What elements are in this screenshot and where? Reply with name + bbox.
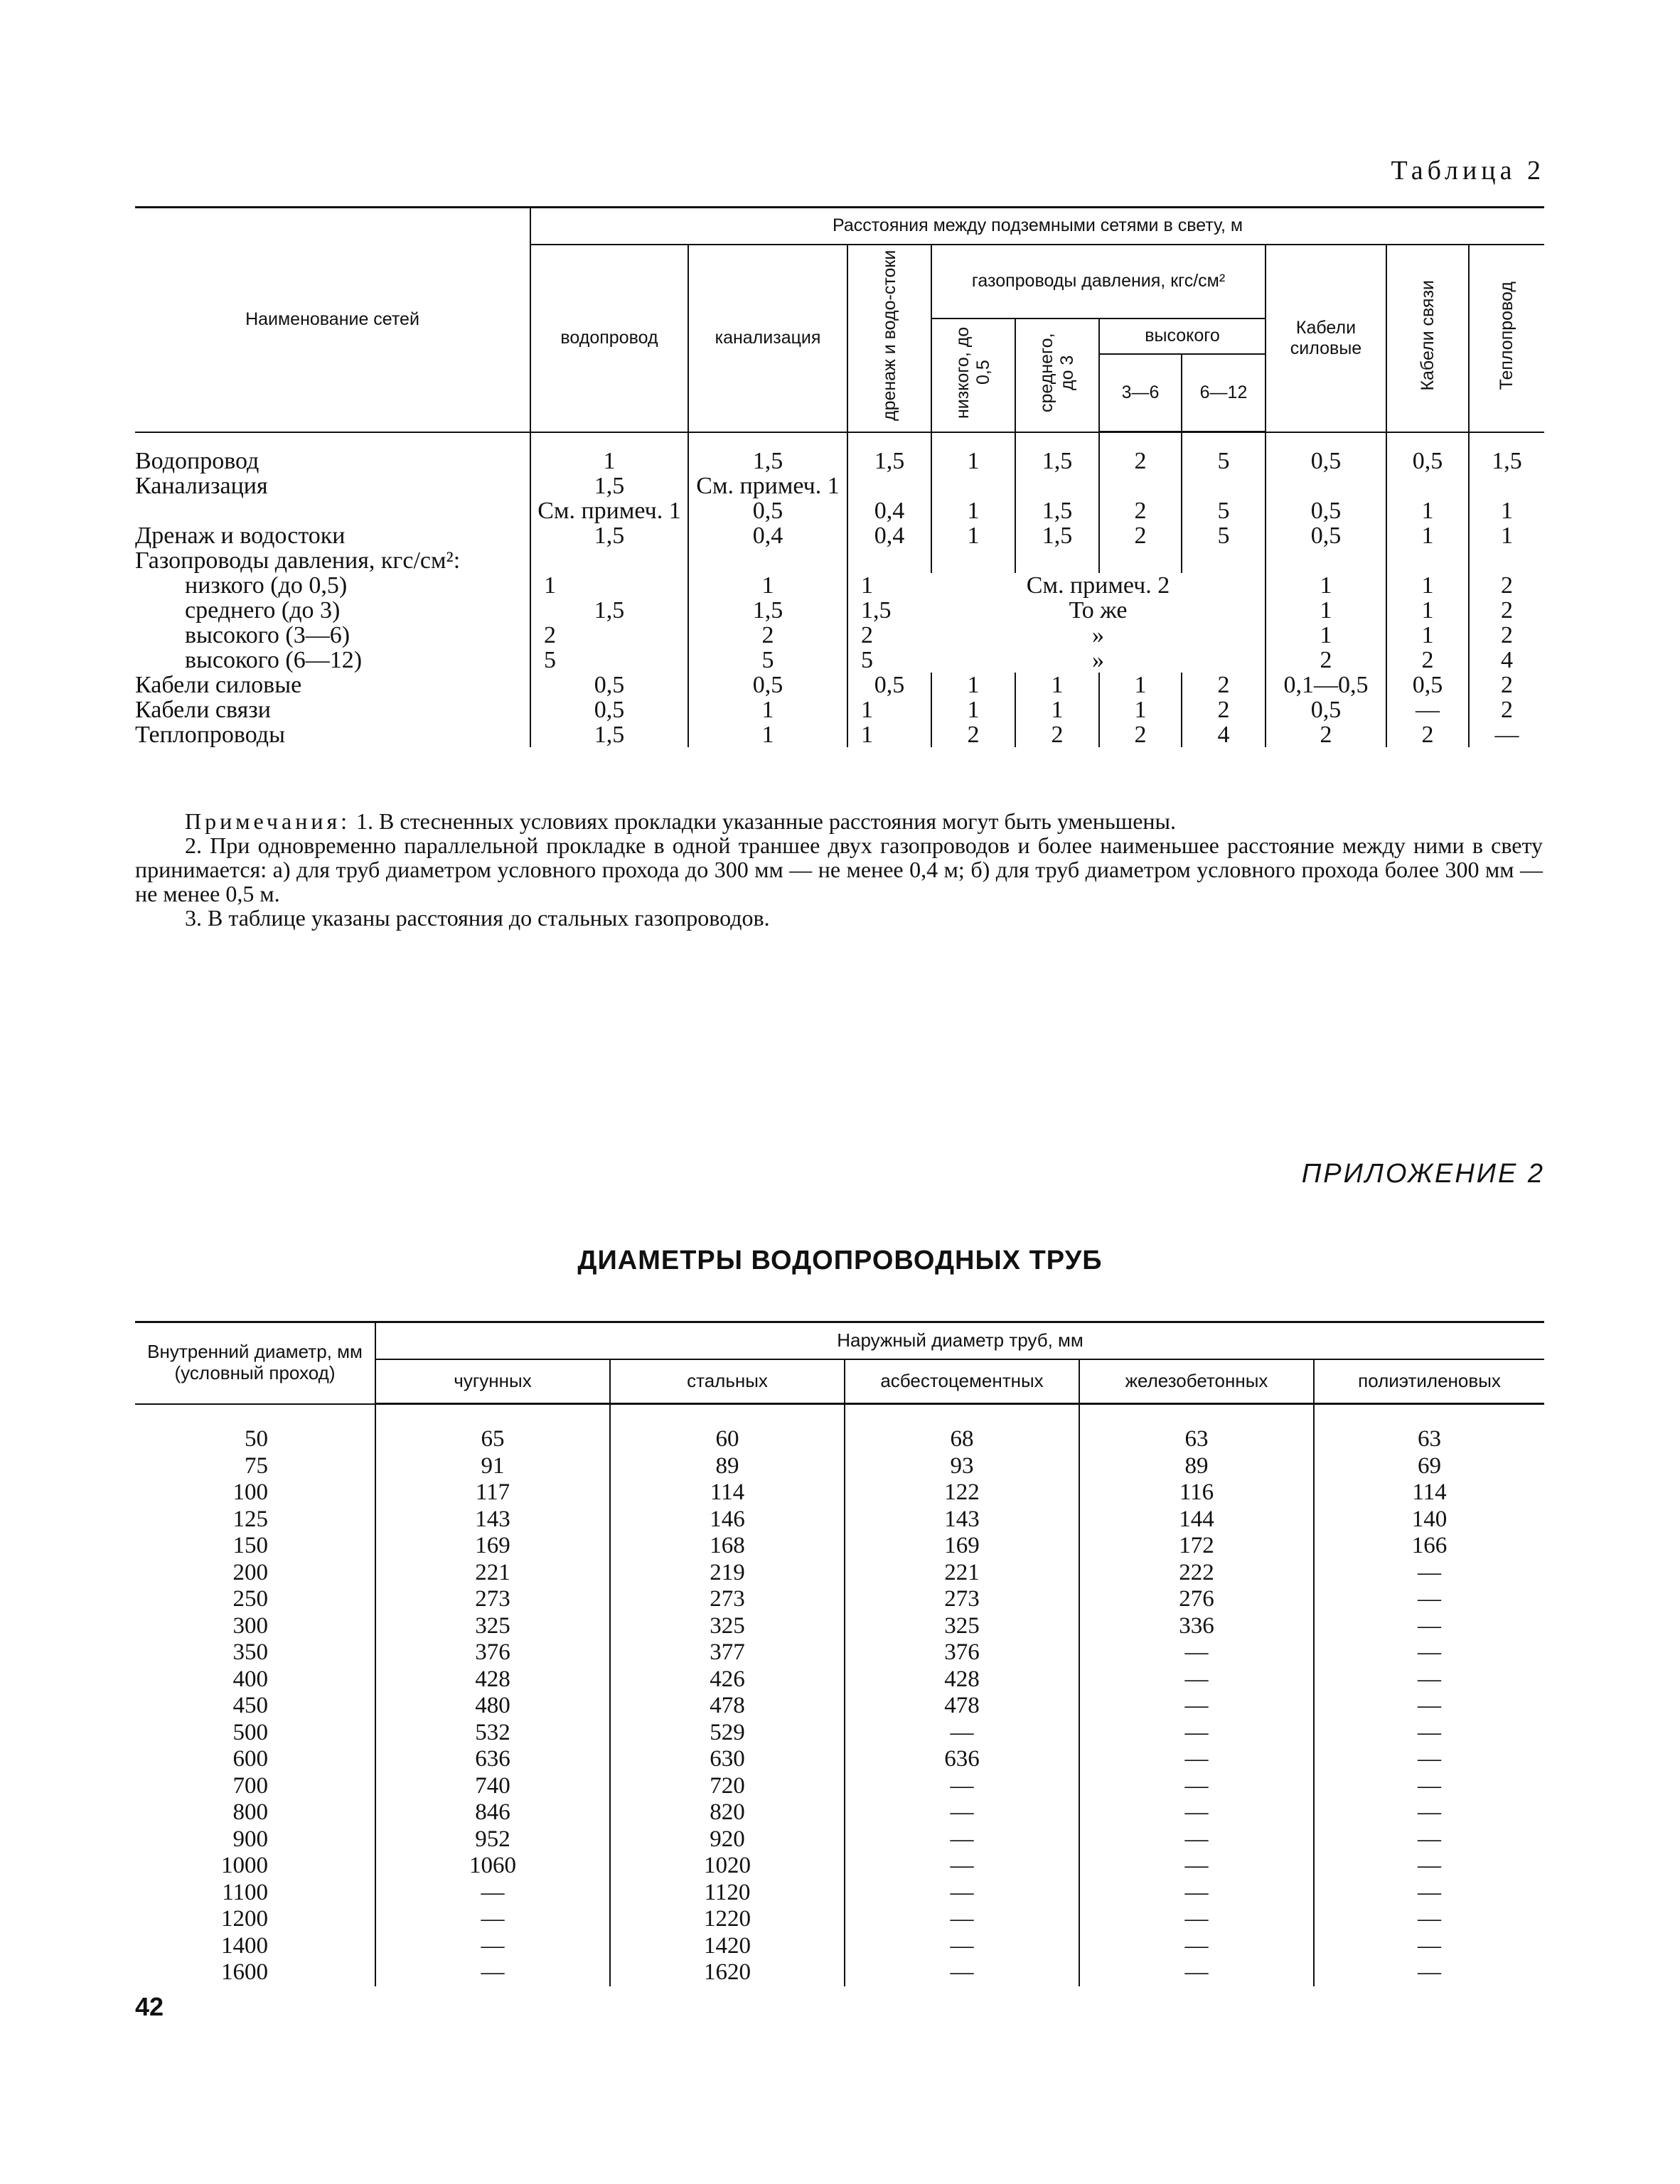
table-cell: 116 <box>1079 1479 1314 1506</box>
table-cell: 273 <box>845 1586 1079 1613</box>
table-row <box>135 1586 1544 1613</box>
table-cell: — <box>1314 1746 1544 1773</box>
table-cell: 600 <box>232 1746 268 1772</box>
table-cell: — <box>1314 1613 1544 1640</box>
note-3: 3. В таблице указаны расстояния до стальных газопроводов. <box>185 905 770 931</box>
table-cell: 636 <box>845 1746 1079 1773</box>
group-header: Расстояния между подземными сетями в свету, м <box>530 208 1544 245</box>
table-cell: 125 <box>232 1506 268 1532</box>
table-cell: 140 <box>1314 1506 1544 1533</box>
table-cell: 630 <box>610 1746 845 1773</box>
table-cell: — <box>1079 1639 1314 1666</box>
name-header: Наименование сетей <box>135 208 530 432</box>
table-cell: 1120 <box>610 1880 845 1907</box>
appendix-label: ПРИЛОЖЕНИЕ 2 <box>1301 1159 1545 1189</box>
table-cell: — <box>845 1853 1079 1880</box>
col-asbestos: асбестоцементных <box>845 1359 1079 1404</box>
table-cell: 740 <box>375 1773 610 1800</box>
col-cast-iron: чугунных <box>375 1359 610 1404</box>
table-cell: 700 <box>232 1772 268 1799</box>
table-row: низкого (до 0,5) 1 1 1 См. примеч. 2 1 1 2 <box>135 573 1544 598</box>
table-cell: — <box>1314 1693 1544 1720</box>
table-cell: — <box>375 1959 610 1986</box>
table-cell: 1200 <box>221 1906 268 1932</box>
table-cell: — <box>845 1880 1079 1907</box>
table-row <box>135 1506 1544 1533</box>
table-row: высокого (6—12) 5 5 5 » 2 2 4 <box>135 648 1544 673</box>
table-cell: 376 <box>845 1639 1079 1666</box>
table-cell: 221 <box>375 1560 610 1587</box>
col-power: Кабели силовые <box>1266 245 1386 432</box>
table-cell: — <box>1314 1880 1544 1907</box>
table-cell: 846 <box>375 1799 610 1826</box>
note-2: 2. При одновременно параллельной прокладке в одной траншее двух газопроводов и более наименьшее расстояние между ними в свету принимается: а) для труб диаметром условного прохода до 300 мм — не менее 0,4 м; б) для труб диаметром условного прохода более 300 мм — не менее 0,5 м. <box>135 833 1543 906</box>
col-gas-mid: среднего, до 3 <box>1015 318 1099 432</box>
table-row <box>135 1560 1544 1587</box>
table-cell: 68 <box>845 1426 1079 1453</box>
table-cell: — <box>1079 1666 1314 1693</box>
table-cell: — <box>1079 1959 1314 1986</box>
gas-header: газопроводы давления, кгс/см² <box>931 245 1266 318</box>
table-row: Кабели силовые 0,5 0,5 0,5 1 1 1 2 0,1—0,5 0,5 2 <box>135 673 1544 697</box>
table-cell: 172 <box>1079 1533 1314 1560</box>
table-cell: 500 <box>232 1719 268 1745</box>
table-cell: 1600 <box>221 1959 268 1985</box>
table-cell: — <box>375 1906 610 1933</box>
col-gas-high-a: 3—6 <box>1099 354 1182 432</box>
table-row <box>135 1906 1544 1933</box>
inner-diameter-header: Внутренний диаметр, мм (условный проход) <box>135 1322 375 1404</box>
table-row <box>135 1933 1544 1960</box>
table-row <box>135 1666 1544 1693</box>
table-cell: — <box>1314 1639 1544 1666</box>
table-cell: 325 <box>375 1613 610 1640</box>
table-cell: — <box>1079 1773 1314 1800</box>
table-cell: — <box>845 1933 1079 1960</box>
table-row: Газопроводы давления, кгс/см²: <box>135 548 1544 573</box>
table-cell: 820 <box>610 1799 845 1826</box>
table-row <box>135 1426 1544 1453</box>
table-cell: 273 <box>610 1586 845 1613</box>
table-cell: 300 <box>232 1612 268 1639</box>
table-cell: 1420 <box>610 1933 845 1960</box>
col-gas-high-b: 6—12 <box>1182 354 1266 432</box>
page-number: 42 <box>135 1992 164 2021</box>
table-cell: 720 <box>610 1773 845 1800</box>
table-cell: 1000 <box>221 1853 268 1878</box>
table-cell: 1100 <box>222 1879 268 1905</box>
table-cell: — <box>1314 1959 1544 1986</box>
table-row <box>135 1453 1544 1480</box>
table-cell: 800 <box>232 1799 268 1825</box>
table-cell: 168 <box>610 1533 845 1560</box>
table-row: Канализация 1,5 См. примеч. 1 <box>135 473 1544 498</box>
table-cell: — <box>1314 1773 1544 1800</box>
table-row: Дренаж и водостоки 1,5 0,4 0,4 1 1,5 2 5 0,5 1 1 <box>135 523 1544 548</box>
col-gas-low: низкого, до 0,5 <box>931 318 1015 432</box>
table-cell: 122 <box>845 1479 1079 1506</box>
table-cell: 91 <box>375 1453 610 1480</box>
table-row: Кабели связи 0,5 1 1 1 1 1 2 0,5 — 2 <box>135 697 1544 722</box>
table-cell: — <box>1314 1799 1544 1826</box>
table-cell: 63 <box>1314 1426 1544 1453</box>
table-cell: 221 <box>845 1560 1079 1587</box>
table-cell: 377 <box>610 1639 845 1666</box>
table-cell: 169 <box>845 1533 1079 1560</box>
table-cell: 75 <box>245 1452 268 1479</box>
table-cell: 63 <box>1079 1426 1314 1453</box>
table-cell: — <box>845 1720 1079 1747</box>
table-cell: 100 <box>232 1479 268 1505</box>
table-row <box>135 1613 1544 1640</box>
table-cell: — <box>845 1906 1079 1933</box>
table-cell: 222 <box>1079 1560 1314 1587</box>
table-cell: 50 <box>245 1426 268 1452</box>
table-cell: 529 <box>610 1720 845 1747</box>
table-cell: — <box>1079 1853 1314 1880</box>
table-cell: 150 <box>232 1533 268 1558</box>
table-cell: — <box>1079 1746 1314 1773</box>
table-cell: 144 <box>1079 1506 1314 1533</box>
table-cell: 450 <box>232 1693 268 1718</box>
table-cell: — <box>1314 1560 1544 1587</box>
table-row <box>135 1720 1544 1747</box>
table-cell: 1620 <box>610 1959 845 1986</box>
table-cell: 376 <box>375 1639 610 1666</box>
table-cell: — <box>375 1880 610 1907</box>
table-row <box>135 1826 1544 1853</box>
table-cell: — <box>1079 1906 1314 1933</box>
table-cell: — <box>1314 1666 1544 1693</box>
distances-table <box>135 206 1544 747</box>
table-cell: — <box>1079 1933 1314 1960</box>
table-cell: 219 <box>610 1560 845 1587</box>
col-concrete: железобетонных <box>1079 1359 1314 1404</box>
pipe-diameters-table <box>135 1321 1544 1986</box>
table-cell: 478 <box>610 1693 845 1720</box>
table-cell: — <box>1079 1693 1314 1720</box>
table-cell: 60 <box>610 1426 845 1453</box>
table-cell: 426 <box>610 1666 845 1693</box>
table-cell: 636 <box>375 1746 610 1773</box>
table-cell: — <box>1079 1799 1314 1826</box>
table-cell: — <box>845 1826 1079 1853</box>
table-cell: 69 <box>1314 1453 1544 1480</box>
table-cell: — <box>1314 1906 1544 1933</box>
table-cell: 276 <box>1079 1586 1314 1613</box>
table-row: среднего (до 3) 1,5 1,5 1,5 То же 1 1 2 <box>135 598 1544 623</box>
table-cell: 1020 <box>610 1853 845 1880</box>
table-row: См. примеч. 1 0,5 0,4 1 1,5 2 5 0,5 1 1 <box>135 498 1544 523</box>
table-cell: 146 <box>610 1506 845 1533</box>
table-row <box>135 1773 1544 1800</box>
table-cell: 89 <box>1079 1453 1314 1480</box>
table-cell: 143 <box>375 1506 610 1533</box>
table-row <box>135 1959 1544 1986</box>
table-cell: 143 <box>845 1506 1079 1533</box>
table-cell: — <box>1314 1853 1544 1880</box>
notes <box>135 809 1543 930</box>
table-cell: 114 <box>1314 1479 1544 1506</box>
table-cell: 117 <box>375 1479 610 1506</box>
table-cell: — <box>1079 1880 1314 1907</box>
table-row <box>135 1799 1544 1826</box>
table-cell: 250 <box>232 1586 268 1612</box>
table-cell: — <box>845 1773 1079 1800</box>
table-caption: Таблица 2 <box>1391 156 1545 186</box>
table-cell: 428 <box>845 1666 1079 1693</box>
table-cell: 65 <box>375 1426 610 1453</box>
col-steel: стальных <box>610 1359 845 1404</box>
col-water: водопровод <box>530 245 688 432</box>
table-cell: 920 <box>610 1826 845 1853</box>
col-drain: дренаж и водо-стоки <box>847 245 931 432</box>
col-sewer: канализация <box>688 245 847 432</box>
table-cell: 900 <box>232 1826 268 1852</box>
table-cell: 952 <box>375 1826 610 1853</box>
table-row <box>135 1639 1544 1666</box>
table-cell: — <box>1314 1586 1544 1613</box>
table-row: Теплопроводы 1,5 1 1 2 2 2 4 2 2 — <box>135 722 1544 747</box>
table-cell: 532 <box>375 1720 610 1747</box>
col-heat: Теплопровод <box>1469 245 1544 432</box>
table-cell: 400 <box>232 1666 268 1692</box>
table-row <box>135 1693 1544 1720</box>
table-cell: — <box>1079 1826 1314 1853</box>
table-cell: — <box>1079 1720 1314 1747</box>
section-title: ДИАМЕТРЫ ВОДОПРОВОДНЫХ ТРУБ <box>577 1246 1103 1275</box>
table-cell: 200 <box>232 1559 268 1585</box>
table-cell: 1220 <box>610 1906 845 1933</box>
table-row <box>135 1533 1544 1560</box>
table-cell: 325 <box>845 1613 1079 1640</box>
table-cell: — <box>1314 1826 1544 1853</box>
table-row <box>135 1880 1544 1907</box>
table-cell: 325 <box>610 1613 845 1640</box>
table-cell: — <box>375 1933 610 1960</box>
gas-high-header: высокого <box>1099 318 1266 354</box>
table-cell: 1060 <box>375 1853 610 1880</box>
table-row <box>135 1853 1544 1880</box>
table-cell: — <box>845 1959 1079 1986</box>
table-cell: 428 <box>375 1666 610 1693</box>
table-row <box>135 1479 1544 1506</box>
table-cell: — <box>1314 1933 1544 1960</box>
table-cell: — <box>1314 1720 1544 1747</box>
note-1: Примечания: 1. В стесненных условиях прокладки указанные расстояния могут быть уменьшены. <box>185 808 1177 834</box>
table-cell: 273 <box>375 1586 610 1613</box>
table-cell: 1400 <box>221 1932 268 1959</box>
table-cell: 93 <box>845 1453 1079 1480</box>
table-cell: 480 <box>375 1693 610 1720</box>
table-cell: 350 <box>232 1639 268 1665</box>
table-cell: — <box>845 1799 1079 1826</box>
table-cell: 169 <box>375 1533 610 1560</box>
table-cell: 114 <box>610 1479 845 1506</box>
outer-diameter-header: Наружный диаметр труб, мм <box>375 1322 1544 1360</box>
col-comm: Кабели связи <box>1386 245 1469 432</box>
col-polyethylene: полиэтиленовых <box>1314 1359 1544 1404</box>
table-cell: 336 <box>1079 1613 1314 1640</box>
table-cell: 166 <box>1314 1533 1544 1560</box>
table-row: высокого (3—6) 2 2 2 » 1 1 2 <box>135 623 1544 648</box>
table-row <box>135 1746 1544 1773</box>
table-cell: 89 <box>610 1453 845 1480</box>
table-row: Водопровод 1 1,5 1,5 1 1,5 2 5 0,5 0,5 1,5 <box>135 449 1544 473</box>
table-cell: 478 <box>845 1693 1079 1720</box>
